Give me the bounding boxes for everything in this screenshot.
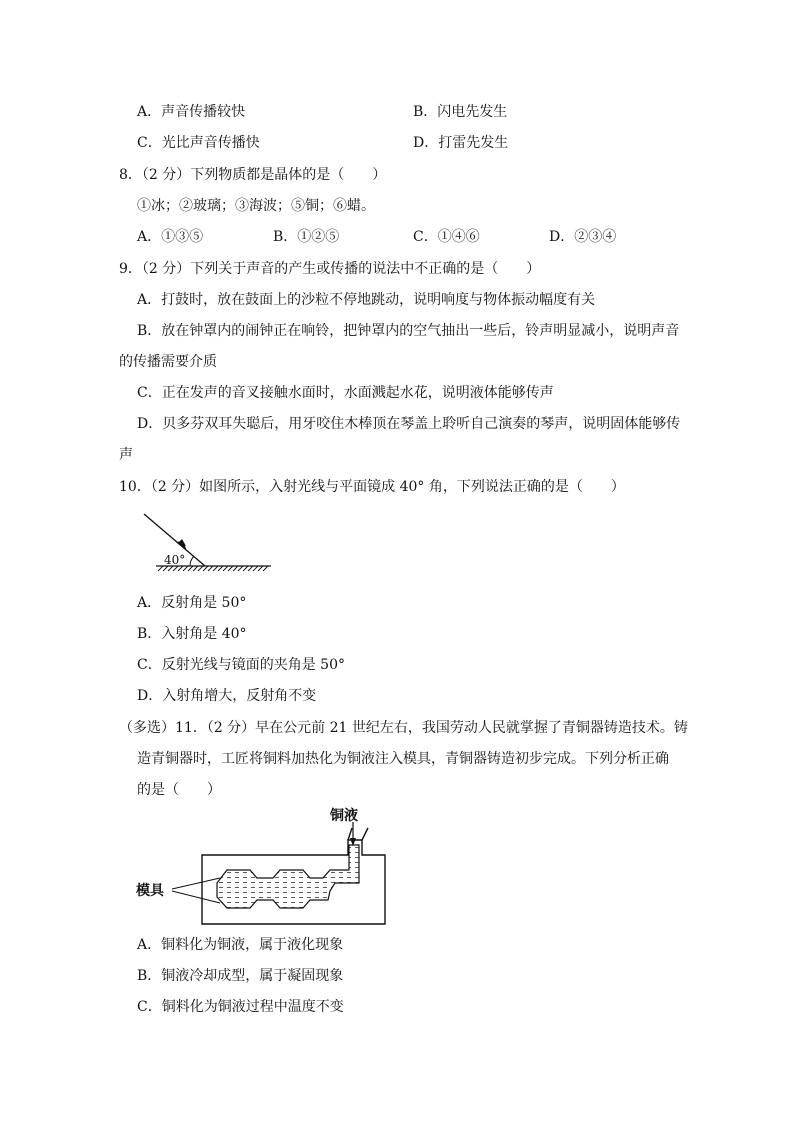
q10-option-b: B．入射角是 40° xyxy=(137,626,247,642)
q7-option-a: A．声音传播较快 xyxy=(137,104,246,120)
angle-arc xyxy=(190,556,194,566)
q9-option-d-line2: 声 xyxy=(119,447,133,463)
q10-option-a: A．反射角是 50° xyxy=(137,595,247,611)
q9-option-b-line2: 的传播需要介质 xyxy=(119,354,217,370)
q9-option-d-line1: D．贝多芬双耳失聪后，用牙咬住木棒顶在琴盖上聆听自己演奏的琴声，说明固体能够传 xyxy=(137,416,681,432)
q9-option-c: C．正在发声的音叉接触水面时，水面溅起水花，说明液体能够传声 xyxy=(137,385,554,401)
q11-stem-line3: 的是（ ） xyxy=(137,782,221,798)
q11-stem-line1: （多选）11．（2 分）早在公元前 21 世纪左右，我国劳动人民就掌握了青铜器铸造技术。铸 xyxy=(119,720,688,736)
q7-option-d: D．打雷先发生 xyxy=(413,135,509,151)
bronze-casting-figure xyxy=(130,800,420,928)
q9-option-a: A．打鼓时，放在鼓面上的沙粒不停地跳动，说明响度与物体振动幅度有关 xyxy=(137,292,596,308)
q11-stem-line2: 造青铜器时，工匠将铜料加热化为铜液注入模具，青铜器铸造初步完成。下列分析正确 xyxy=(137,751,669,767)
q8-items: ①冰；②玻璃；③海波；⑤铜；⑥蜡。 xyxy=(137,198,375,214)
mold-label: 模具 xyxy=(136,883,164,899)
q10-option-d: D．入射角增大，反射角不变 xyxy=(137,688,317,704)
q9-stem: 9．（2 分）下列关于声音的产生或传播的说法中不正确的是（ ） xyxy=(119,261,541,277)
q10-option-c: C．反射光线与镜面的夹角是 50° xyxy=(137,657,345,673)
q9-option-b-line1: B．放在钟罩内的闹钟正在响铃，把钟罩内的空气抽出一些后，铃声明显减小，说明声音 xyxy=(137,323,680,339)
q8-option-d: D．②③④ xyxy=(549,229,617,245)
q11-option-c: C．铜料化为铜液过程中温度不变 xyxy=(137,999,344,1015)
q10-stem: 10．（2 分）如图所示，入射光线与平面镜成 40° 角，下列说法正确的是（ ） xyxy=(119,479,625,495)
q8-option-c: C．①④⑥ xyxy=(413,229,480,245)
q7-option-c: C．光比声音传播快 xyxy=(137,135,260,151)
q7-option-b: B．闪电先发生 xyxy=(413,104,508,120)
q8-option-b: B．①②⑤ xyxy=(273,229,340,245)
angle-label: 40° xyxy=(164,553,186,567)
liquid-copper-label: 铜液 xyxy=(330,808,358,824)
q8-option-a: A．①③⑤ xyxy=(137,229,204,245)
q11-option-b: B．铜液冷却成型，属于凝固现象 xyxy=(137,968,344,984)
q8-stem: 8．（2 分）下列物质都是晶体的是（ ） xyxy=(119,167,387,183)
mirror-reflection-figure xyxy=(140,508,280,578)
q11-option-a: A．铜料化为铜液，属于液化现象 xyxy=(137,937,344,953)
